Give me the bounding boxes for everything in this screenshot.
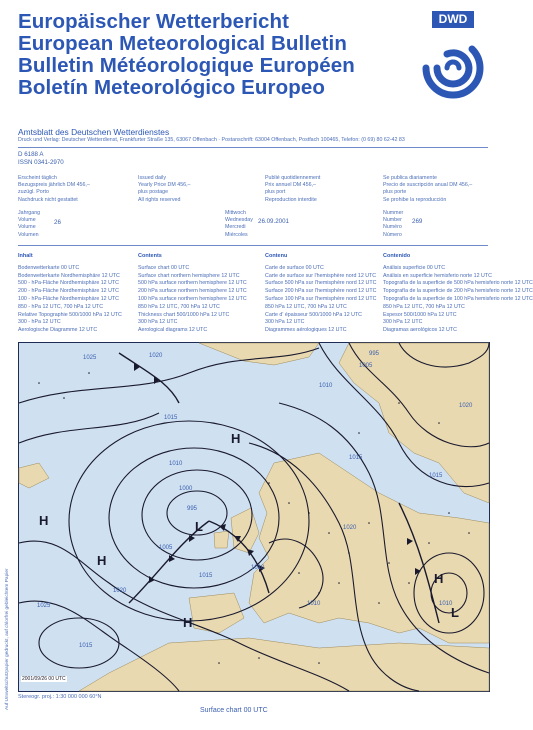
title-english: European Meteorological Bulletin bbox=[18, 32, 347, 55]
contents-item: 300 hPa 12 UTC bbox=[265, 319, 305, 326]
info-line: Prix annuel DM 456,– bbox=[265, 182, 316, 189]
divider bbox=[18, 147, 488, 148]
contents-item: Carte de surface 00 UTC bbox=[265, 264, 324, 271]
info-column-de bbox=[18, 175, 90, 204]
info-column-es bbox=[383, 175, 472, 204]
low-pressure-marker: L bbox=[195, 519, 203, 534]
info-line: Se publica diariamente bbox=[383, 175, 437, 181]
map-timestamp: 2001/09/26 00 UTC bbox=[22, 676, 66, 682]
contents-item: Carte d' épaisseur 500/1000 hPa 12 UTC bbox=[265, 311, 363, 318]
contents-column-es bbox=[383, 253, 533, 335]
pressure-label: 1020 bbox=[149, 353, 163, 359]
pressure-label: 1000 bbox=[179, 486, 193, 492]
contents-column-en bbox=[138, 253, 250, 335]
info-line: zuzügl. Porto bbox=[18, 189, 49, 196]
info-line: Reproduction interdite bbox=[265, 196, 317, 203]
title-french: Bulletin Météorologique Européen bbox=[18, 54, 355, 77]
contents-item: Diagrammes aérologiques 12 UTC bbox=[265, 327, 347, 334]
info-line: plus port bbox=[265, 189, 286, 196]
high-pressure-marker: H bbox=[39, 513, 49, 528]
pressure-label: 1010 bbox=[251, 565, 265, 571]
info-line: Erscheint täglich bbox=[18, 175, 57, 181]
volume-value: 26 bbox=[54, 219, 61, 226]
info-line: Bezugspreis jährlich DM 456,– bbox=[18, 182, 90, 189]
weekday-label: Mercredi bbox=[225, 224, 246, 231]
title-spanish: Boletín Meteorológico Europeo bbox=[18, 76, 325, 99]
contents-heading: Contenido bbox=[383, 253, 411, 259]
volume-label: Volumen bbox=[18, 231, 39, 238]
info-column-en bbox=[138, 175, 191, 204]
contents-item: Aerologische Diagramme 12 UTC bbox=[18, 327, 98, 334]
contents-item: Topografía de la superficie de 100 hPa hemisferio norte 12 UTC bbox=[383, 295, 533, 302]
number-label: Nummer bbox=[383, 210, 404, 216]
contents-item: 850 - hPa 12 UTC, 700 hPa 12 UTC bbox=[18, 303, 104, 310]
contents-item: Carte de surface sur l'hemisphère nord 12 UTC bbox=[265, 272, 377, 279]
pressure-label: 1020 bbox=[113, 588, 127, 594]
contents-item: Surface 500 hPa sur l'hemisphère nord 12 UTC bbox=[265, 280, 377, 287]
info-line: plus porte bbox=[383, 189, 407, 196]
issn: ISSN 0341-2970 bbox=[18, 159, 64, 166]
pressure-label: 1005 bbox=[159, 545, 173, 551]
title-german: Europäischer Wetterbericht bbox=[18, 10, 290, 33]
volume-labels bbox=[18, 210, 40, 239]
low-pressure-marker: L bbox=[451, 605, 459, 620]
weekday-label: Wednesday bbox=[225, 217, 253, 224]
weekday-label: Miércoles bbox=[225, 231, 248, 238]
pressure-label: 1015 bbox=[79, 643, 93, 649]
contents-item: Aerological diagrams 12 UTC bbox=[138, 327, 208, 334]
pressure-label: 1015 bbox=[199, 573, 213, 579]
weekday-labels bbox=[225, 210, 253, 239]
contents-item: 300 - hPa 12 UTC bbox=[18, 319, 61, 326]
contents-item: Análisis en superficie hemisferio norte 12 UTC bbox=[383, 272, 492, 279]
pressure-label: 1010 bbox=[169, 461, 183, 467]
pressure-label: 1010 bbox=[319, 383, 333, 389]
contents-item: 200 hPa surface northern hemisphere 12 UTC bbox=[138, 288, 247, 295]
number-label: Numéro bbox=[383, 224, 402, 231]
contents-item: Bodenwetterkarte Nordhemisphäre 12 UTC bbox=[18, 272, 120, 279]
issue-date: 26.09.2001 bbox=[258, 218, 289, 225]
pressure-label: 1015 bbox=[349, 455, 363, 461]
dwd-logo-text: DWD bbox=[432, 11, 474, 28]
contents-item: Topografía de la superficie de 500 hPa hemisferio norte 12 UTC bbox=[383, 280, 533, 287]
pressure-label: 1005 bbox=[359, 363, 373, 369]
subtitle: Amtsblatt des Deutschen Wetterdienstes bbox=[18, 127, 170, 137]
contents-item: 200 - hPa-Fläche Nordhemisphäre 12 UTC bbox=[18, 288, 119, 295]
contents-item: 850 hPa 12 UTC, 700 hPa 12 UTC bbox=[138, 303, 220, 310]
contents-item: Surface chart northern hemisphere 12 UTC bbox=[138, 272, 240, 279]
info-line: plus postage bbox=[138, 189, 169, 196]
contents-item: 300 hPa 12 UTC bbox=[138, 319, 178, 326]
issue-number: 269 bbox=[412, 218, 423, 225]
contents-item: 100 - hPa-Fläche Nordhemisphäre 12 UTC bbox=[18, 295, 119, 302]
weekday-label: Mittwoch bbox=[225, 210, 246, 216]
pressure-label: 1025 bbox=[83, 355, 97, 361]
map-graphic bbox=[19, 343, 489, 691]
map-caption: Surface chart 00 UTC bbox=[200, 707, 268, 714]
code: D 6188 A bbox=[18, 151, 44, 158]
high-pressure-marker: H bbox=[97, 553, 107, 568]
pressure-label: 1010 bbox=[307, 601, 321, 607]
side-note-text: Auf Umweltschutzpapier gedruckt, auf chlorfrei gebleichtem Papier bbox=[5, 568, 10, 710]
map-scale: Stereogr. proj.: 1:30 000 000 60°N bbox=[18, 694, 102, 700]
high-pressure-marker: H bbox=[434, 571, 444, 586]
contents-item: Surface 100 hPa sur l'hemisphère nord 12 UTC bbox=[265, 295, 377, 302]
divider bbox=[18, 245, 488, 246]
contents-item: Bodenwetterkarte 00 UTC bbox=[18, 264, 80, 271]
number-labels bbox=[383, 210, 403, 239]
contents-item: Diagramas aerológicos 12 UTC bbox=[383, 327, 457, 334]
contents-item: 850 hPa 12 UTC, 700 hPa 12 UTC bbox=[265, 303, 347, 310]
contents-heading: Contents bbox=[138, 253, 162, 259]
contents-column-fr bbox=[265, 253, 377, 335]
contents-column-de bbox=[18, 253, 130, 335]
contents-item: 500 - hPa-Fläche Nordhemisphäre 12 UTC bbox=[18, 280, 119, 287]
info-line: All rights reserved bbox=[138, 196, 181, 203]
contents-item: Topografía de la superficie de 200 hPa hemisferio norte 12 UTC bbox=[383, 288, 533, 295]
contents-heading: Inhalt bbox=[18, 253, 33, 259]
info-line: Precio de suscripción anual DM 456,– bbox=[383, 182, 473, 189]
contents-item: 100 hPa surface northern hemisphere 12 UTC bbox=[138, 295, 247, 302]
volume-label: Volume bbox=[18, 217, 36, 224]
info-line: Publié quotidiennement bbox=[265, 175, 321, 181]
volume-label: Volume bbox=[18, 224, 36, 231]
info-line: Se prohibe la reproducción bbox=[383, 196, 447, 203]
publisher-line: Druck und Verlag: Deutscher Wetterdienst, Frankfurter Straße 135, 63067 Offenbach · Postanschrift: 63004 Offenbach, Postfach 100465, Telefon: (0 69) 80 62-42 83 bbox=[18, 137, 405, 143]
contents-heading: Contenu bbox=[265, 253, 288, 259]
high-pressure-marker: H bbox=[183, 615, 193, 630]
pressure-label: 1020 bbox=[343, 525, 357, 531]
contents-item: Espesor 500/1000 hPa 12 UTC bbox=[383, 311, 457, 318]
pressure-label: 1025 bbox=[37, 603, 51, 609]
pressure-label: 1020 bbox=[459, 403, 473, 409]
contents-item: Análisis superficie 00 UTC bbox=[383, 264, 446, 271]
pressure-label: 1015 bbox=[164, 415, 178, 421]
contents-item: Relative Topographie 500/1000 hPa 12 UTC bbox=[18, 311, 122, 318]
land-masses bbox=[19, 343, 489, 691]
dwd-logo bbox=[418, 8, 488, 108]
swirl-icon bbox=[418, 28, 488, 108]
volume-label: Jahrgang bbox=[18, 210, 41, 216]
high-pressure-marker: H bbox=[231, 431, 241, 446]
number-label: Número bbox=[383, 231, 402, 238]
contents-item: Surface chart 00 UTC bbox=[138, 264, 190, 271]
contents-item: Thickness chart 500/1000 hPa 12 UTC bbox=[138, 311, 230, 318]
pressure-label: 1015 bbox=[429, 473, 443, 479]
contents-item: 300 hPa 12 UTC bbox=[383, 319, 423, 326]
info-line: Issued daily bbox=[138, 175, 166, 181]
contents-item: Surface 200 hPa sur l'hemisphère nord 12 UTC bbox=[265, 288, 377, 295]
info-column-fr bbox=[265, 175, 320, 204]
contents-item: 850 hPa 12 UTC, 700 hPa 12 UTC bbox=[383, 303, 465, 310]
surface-weather-map bbox=[18, 342, 490, 692]
contents-item: 500 hPa surface northern hemisphere 12 UTC bbox=[138, 280, 247, 287]
info-line: Nachdruck nicht gestattet bbox=[18, 196, 78, 203]
pressure-label: 995 bbox=[187, 506, 198, 512]
number-label: Number bbox=[383, 217, 402, 224]
side-note bbox=[3, 540, 11, 710]
info-line: Yearly Price DM 456,– bbox=[138, 182, 191, 189]
pressure-label: 995 bbox=[369, 351, 380, 357]
pressure-label: 1010 bbox=[439, 601, 453, 607]
